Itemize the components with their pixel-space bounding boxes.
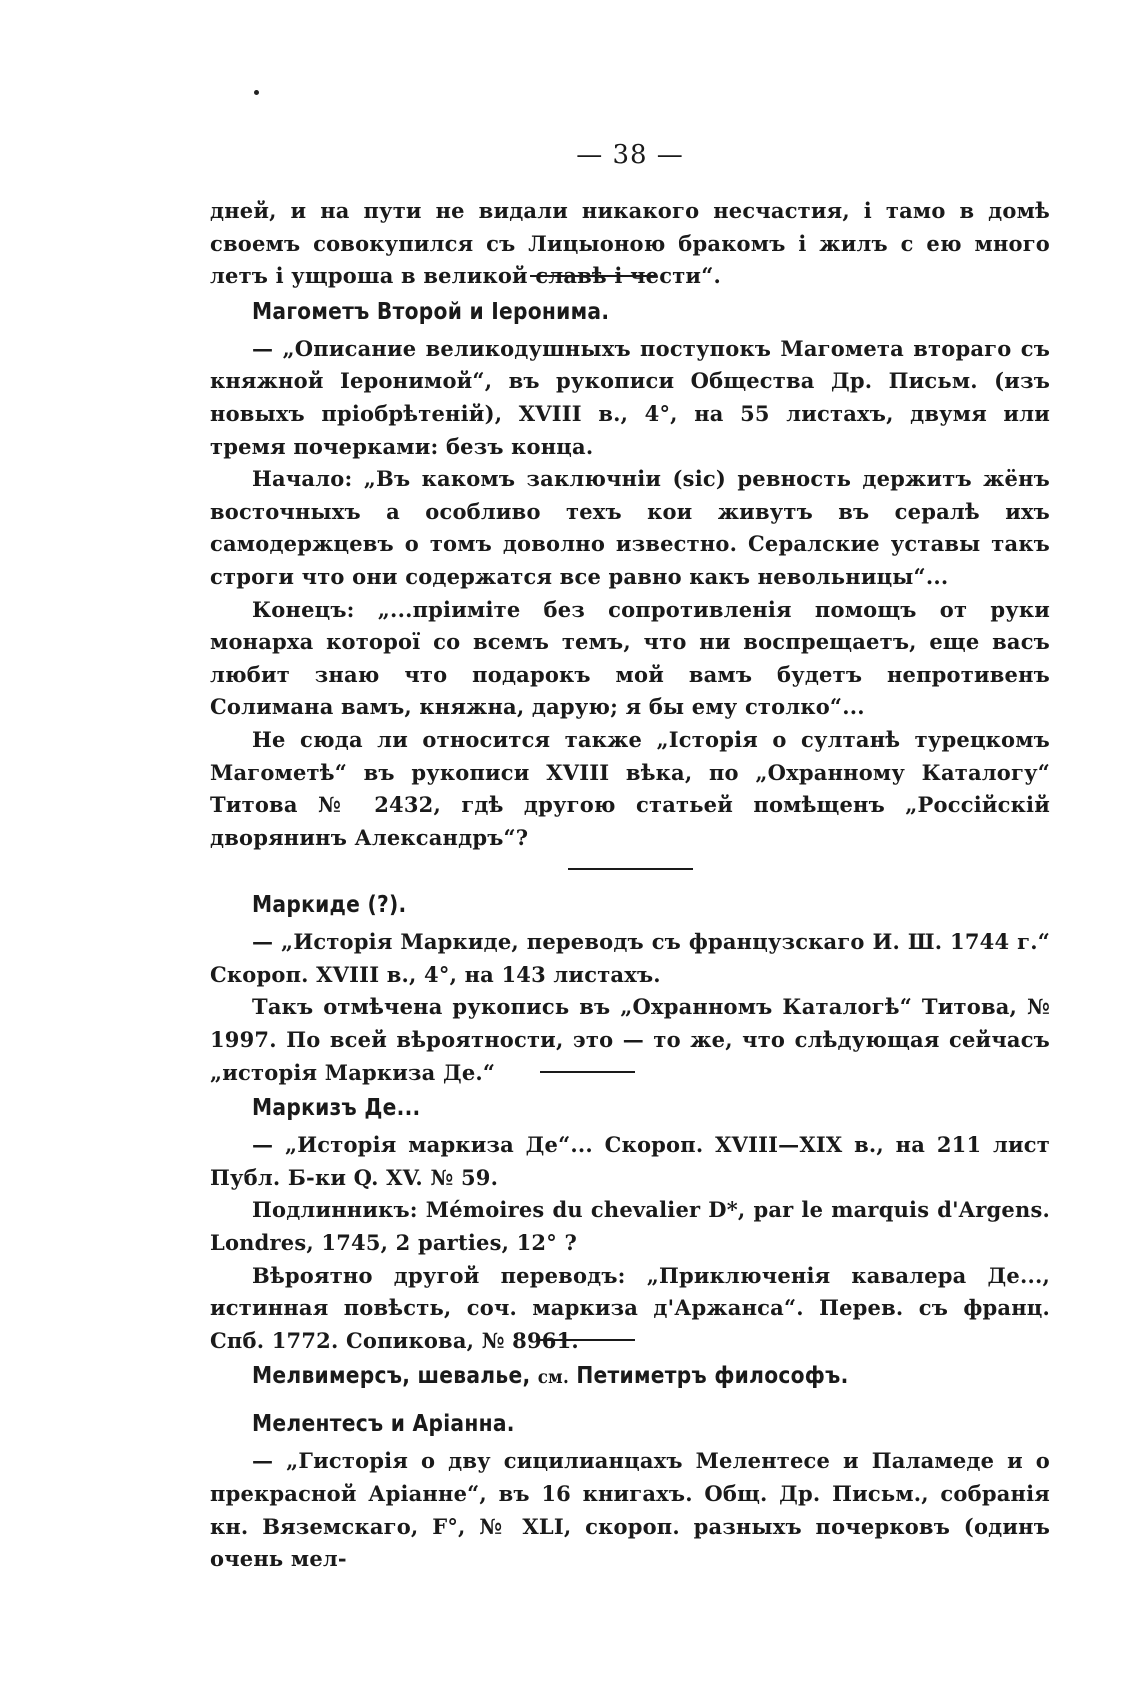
see-reference: см. <box>537 1366 570 1389</box>
continuation-paragraph: дней, и на пути не видали никакого несчастия, і тамо в домѣ своемъ совокупился съ Лицыоною бракомъ і жилъ с ею много летъ і ущроша в великой славѣ і чести“. <box>210 198 1050 289</box>
entry-paragraph: Вѣроятно другой переводъ: „Приключенія кавалера Де..., истинная повѣсть, соч. маркиза д'Аржанса“. Перев. съ франц. Спб. 1772. Сопикова, № 8961. <box>210 1262 1050 1353</box>
body-text <box>210 195 1050 1576</box>
entry-heading-markide: Маркиде (?). <box>252 892 407 919</box>
section-divider <box>568 868 693 870</box>
entry-paragraph: — „Описание великодушныхъ поступокъ Магомета втораго съ княжной Іеронимой“, въ рукописи Общества Др. Письм. (изъ новыхъ пріобрѣтеній), XVIII в., 4°, на 55 листахъ, двумя или тремя почерками: безъ конца. <box>210 335 1050 459</box>
ink-dot <box>254 90 259 95</box>
entry-paragraph: Такъ отмѣчена рукопись въ „Охранномъ Каталогѣ“ Титова, № 1997. По всей вѣроятности, это — то же, что слѣдующая сейчасъ „исторія Маркиза Де.“ <box>210 994 1050 1085</box>
heading-main: Мелвимерсъ, шевалье, <box>252 1363 531 1390</box>
entry-paragraph: Не сюда ли относится также „Історія о султанѣ турецкомъ Магометѣ“ въ рукописи XVIII вѣка, по „Охранному Каталогу“ Титова № 2432, гдѣ другою статьей помѣщенъ „Россійскій дворянинъ Александръ“? <box>210 726 1050 850</box>
section-divider <box>540 1071 635 1073</box>
page-number: — 38 — <box>576 140 684 170</box>
entry-heading-melentes: Мелентесъ и Аріанна. <box>252 1411 515 1438</box>
entry-heading-markiz-de: Маркизъ Де... <box>252 1095 421 1122</box>
entry-paragraph: — „Исторія маркиза Де“... Скороп. XVIII—XIX в., на 211 лист Публ. Б-ки Q. XV. № 59. <box>210 1132 1050 1190</box>
entry-heading-magomet: Магометъ Второй и Іеронима. <box>252 298 610 325</box>
entry-paragraph: Подлинникъ: Mémoires du chevalier D*, par le marquis d'Argens. Londres, 1745, 2 parties, 12° ? <box>210 1197 1050 1256</box>
entry-heading-melvimers <box>252 1363 954 1389</box>
entry-paragraph: — „Исторія Маркиде, переводъ съ французскаго И. Ш. 1744 г.“ Скороп. XVIII в., 4°, на 143 листахъ. <box>210 929 1050 987</box>
entry-paragraph: — „Гисторія о дву сицилианцахъ Мелентесе и Паламеде и о прекрасной Аріанне“, въ 16 книгахъ. Общ. Др. Письм., собранія кн. Вяземскаго, F°, № XLI, скороп. разныхъ почерковъ (одинъ очень мел- <box>210 1448 1050 1572</box>
entry-paragraph: Начало: „Въ какомъ заключніи (sic) ревность держитъ жёнъ восточныхъ а особливо техъ кои живутъ въ сералѣ ихъ самодержцевъ о томъ доволно известно. Сералские уставы такъ строги что они содержатся все равно какъ невольницы“... <box>210 466 1050 589</box>
entry-paragraph: Конецъ: „...пріиміте без сопротивленія помощъ от руки монарха которої со всемъ темъ, что ни воспрещаетъ, еще васъ любит знаю что подарокъ мой вамъ будетъ непротивенъ Солимана вамъ, княжна, дарую; я бы ему столко“... <box>210 596 1050 720</box>
heading-target: Петиметръ философъ. <box>576 1363 849 1390</box>
